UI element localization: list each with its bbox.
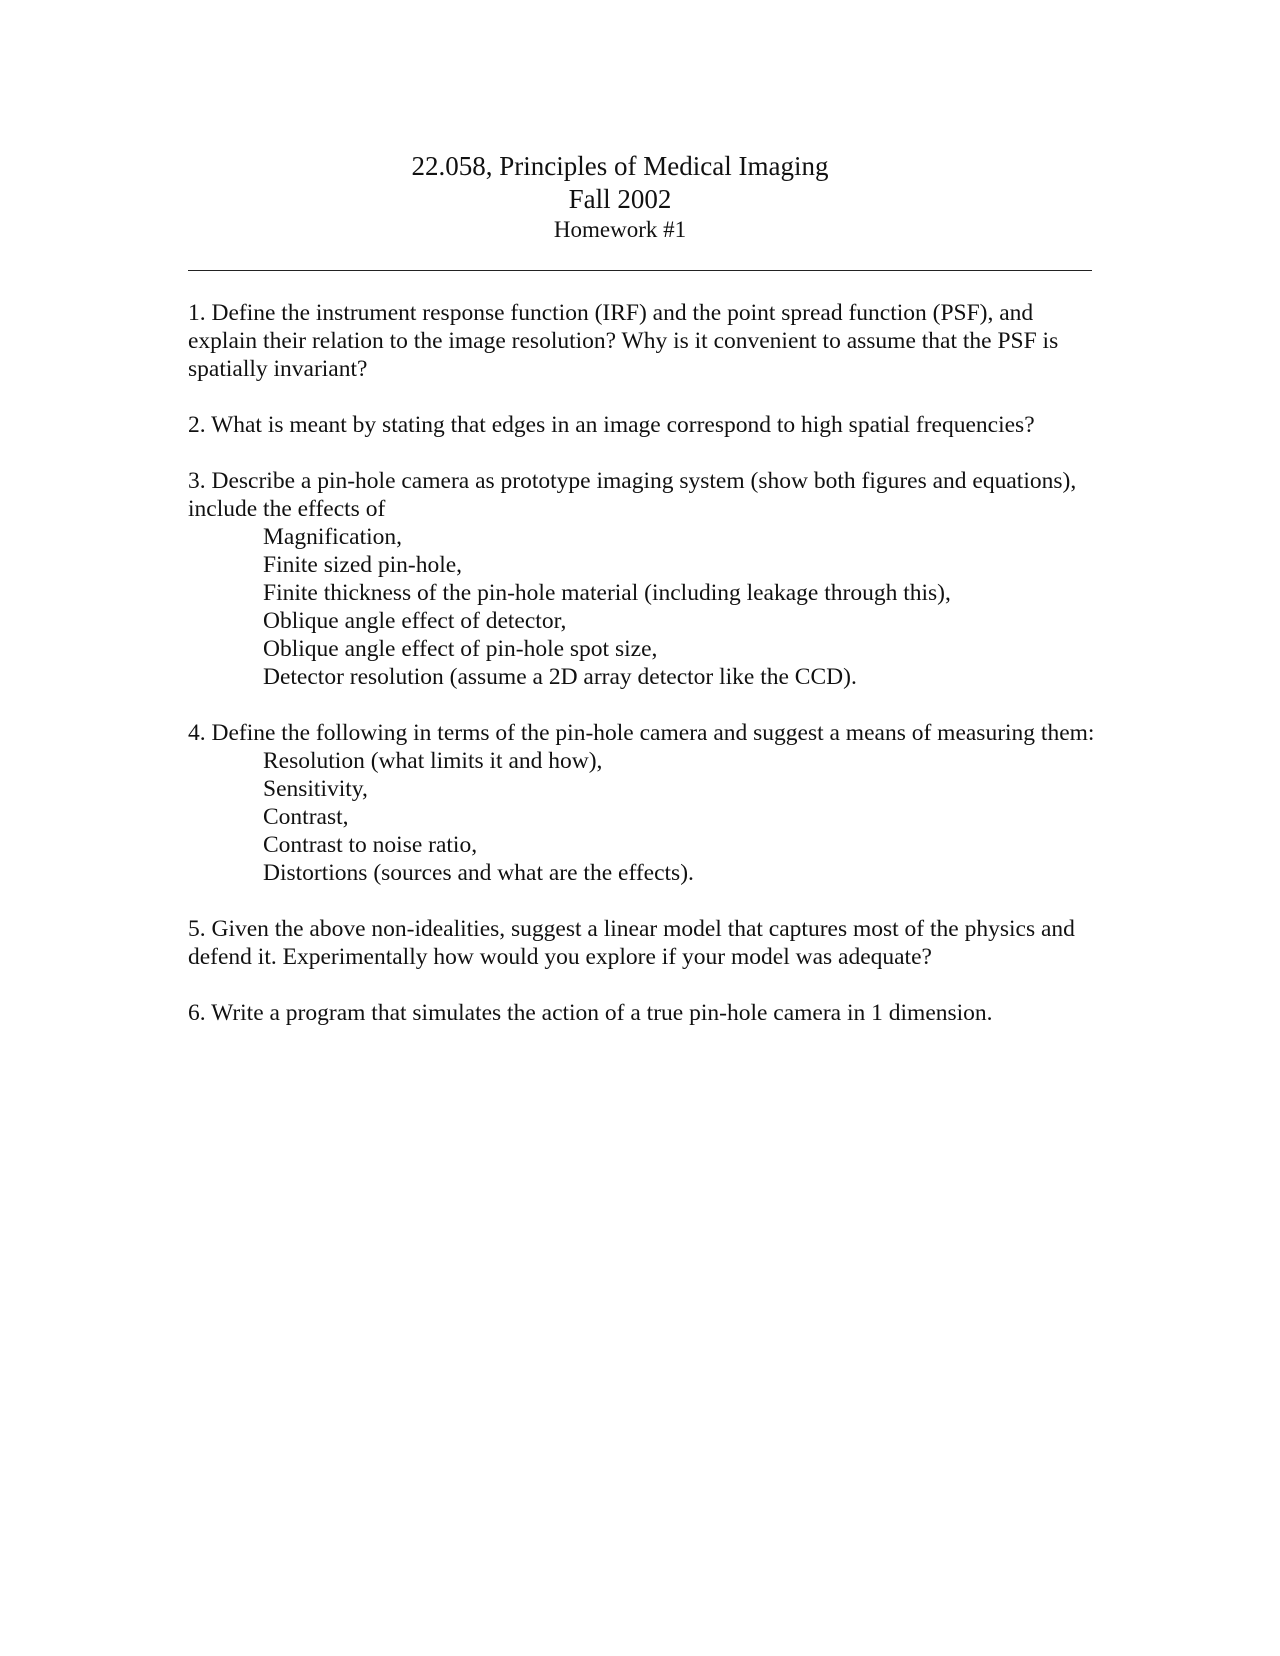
header-divider: [188, 270, 1092, 271]
question-text: 1. Define the instrument response function (IRF) and the point spread function (PSF), and explain their relation to the image resolution? Why is it convenient to assume that the PSF is spatially invariant?: [188, 300, 1059, 382]
list-item: Oblique angle effect of pin-hole spot size,: [263, 636, 658, 662]
list-item: Detector resolution (assume a 2D array detector like the CCD).: [263, 664, 857, 690]
document-header: [0, 150, 1240, 244]
list-item: Sensitivity,: [263, 776, 368, 802]
question-6: [188, 999, 1108, 1027]
question-3: [188, 467, 1108, 691]
list-item: Contrast,: [263, 804, 349, 830]
question-1: [188, 299, 1108, 383]
question-2: [188, 411, 1108, 439]
list-item: Distortions (sources and what are the effects).: [263, 860, 694, 886]
list-item: Magnification,: [263, 524, 403, 550]
assignment-title: Homework #1: [553, 217, 687, 242]
list-item: Contrast to noise ratio,: [263, 832, 478, 858]
question-3-items: [188, 523, 1108, 691]
list-item: Finite sized pin-hole,: [263, 552, 463, 578]
question-text: 5. Given the above non-idealities, suggest a linear model that captures most of the physics and defend it. Experimentally how would you explore if your model was adequate?: [188, 916, 1075, 970]
course-title: 22.058, Principles of Medical Imaging: [411, 151, 829, 181]
list-item: Oblique angle effect of detector,: [263, 608, 567, 634]
question-text: 3. Describe a pin-hole camera as prototype imaging system (show both figures and equations), include the effects of: [188, 468, 1077, 522]
question-5: [188, 915, 1108, 971]
list-item: Resolution (what limits it and how),: [263, 748, 603, 774]
course-term: Fall 2002: [568, 184, 672, 214]
list-item: Finite thickness of the pin-hole material (including leakage through this),: [263, 580, 951, 606]
question-text: 4. Define the following in terms of the pin-hole camera and suggest a means of measuring them:: [188, 720, 1095, 746]
question-list: [188, 299, 1108, 1055]
question-4-items: [188, 747, 1108, 887]
question-4: [188, 719, 1108, 887]
question-text: 6. Write a program that simulates the action of a true pin-hole camera in 1 dimension.: [188, 1000, 993, 1026]
question-text: 2. What is meant by stating that edges in an image correspond to high spatial frequencies?: [188, 412, 1035, 438]
